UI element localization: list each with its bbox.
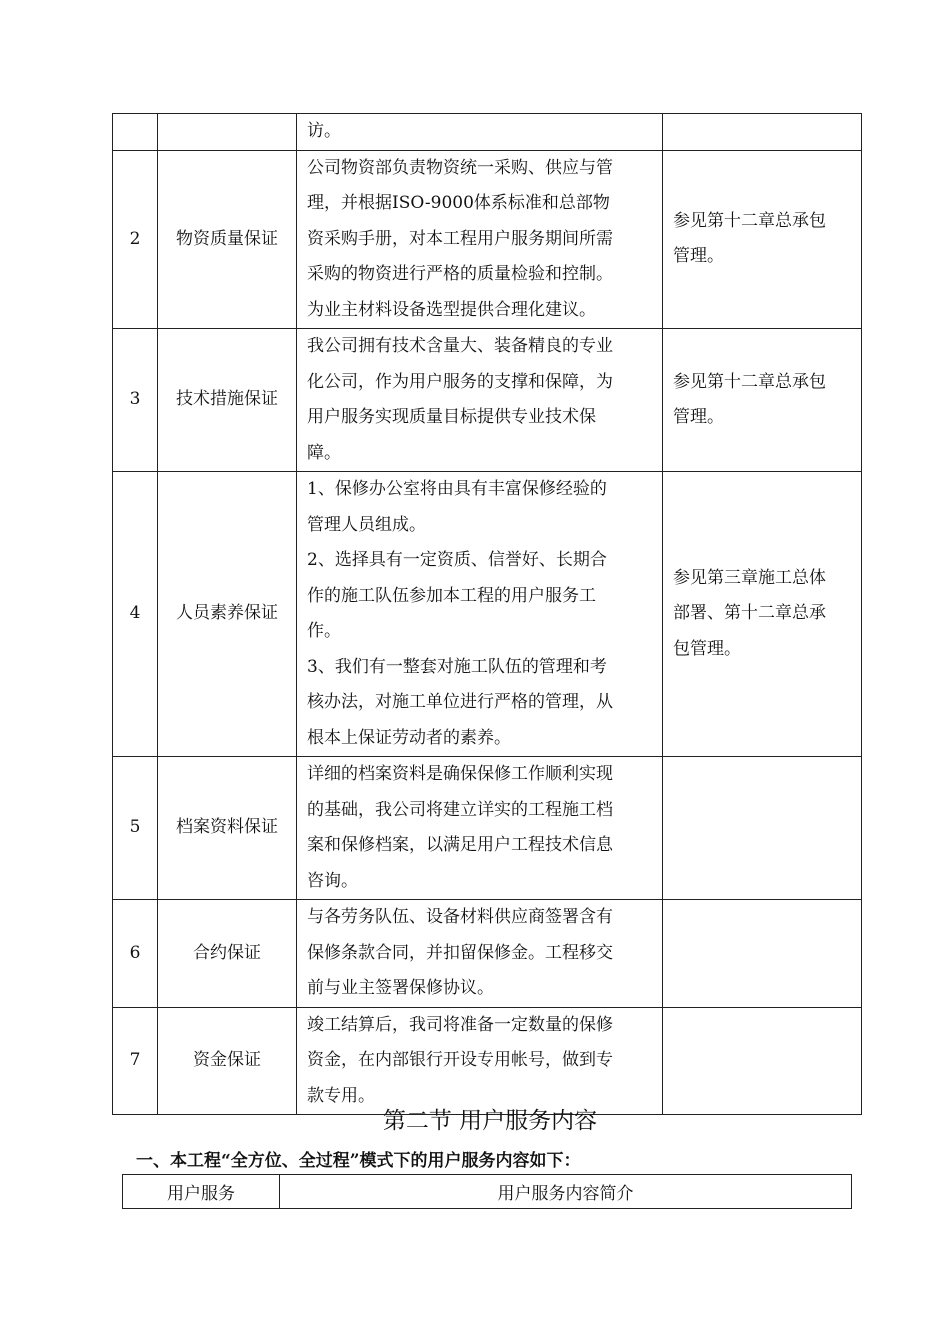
table-row — [113, 472, 862, 757]
content-line: 作。 — [307, 621, 341, 641]
content-line: 详细的档案资料是确保保修工作顺利实现 — [307, 764, 613, 784]
content-line: 作的施工队伍参加本工程的用户服务工 — [307, 585, 596, 606]
guarantee-table — [112, 113, 862, 1115]
reference-line: 部署、第十二章总承 — [673, 603, 826, 624]
header-service-summary: 用户服务内容简介 — [280, 1175, 852, 1209]
content-line: 公司物资部负责物资统一采购、供应与管 — [307, 157, 613, 178]
row-number — [113, 114, 158, 151]
service-table-header-row — [123, 1175, 852, 1209]
reference-line: 管理。 — [673, 246, 724, 267]
guarantee-content — [297, 329, 663, 472]
guarantee-item: 人员素养保证 — [158, 472, 297, 757]
content-line: 我公司拥有技术含量大、装备精良的专业 — [307, 336, 613, 356]
reference-note — [663, 757, 862, 900]
table-row — [113, 114, 862, 151]
guarantee-item: 技术措施保证 — [158, 329, 297, 472]
table-row — [113, 150, 862, 329]
reference-note — [663, 1007, 862, 1115]
reference-line: 包管理。 — [673, 638, 741, 659]
reference-note — [663, 150, 862, 329]
guarantee-content — [297, 1007, 663, 1115]
section-title: 第二节 用户服务内容 — [382, 1108, 598, 1134]
content-line: 管理人员组成。 — [307, 514, 426, 535]
content-line: 的基础，我公司将建立详实的工程施工档 — [307, 799, 613, 820]
guarantee-content — [297, 900, 663, 1008]
guarantee-content — [297, 757, 663, 900]
content-line: 根本上保证劳动者的素养。 — [307, 727, 511, 748]
content-line: 为业主材料设备选型提供合理化建议。 — [307, 299, 596, 320]
reference-note — [663, 114, 862, 151]
content-line: 与各劳务队伍、设备材料供应商签署含有 — [307, 907, 613, 927]
content-line: 资金，在内部银行开设专用帐号，做到专 — [307, 1050, 613, 1070]
row-number: 2 — [113, 150, 158, 329]
header-user-service: 用户服务 — [123, 1175, 280, 1209]
row-number: 6 — [113, 900, 158, 1008]
reference-line: 参见第十二章总承包 — [673, 210, 826, 231]
guarantee-item: 合约保证 — [158, 900, 297, 1008]
reference-note — [663, 900, 862, 1008]
content-line: 资采购手册，对本工程用户服务期间所需 — [307, 228, 613, 249]
content-line: 访。 — [307, 121, 341, 141]
guarantee-content — [297, 472, 663, 757]
content-line: 咨询。 — [307, 870, 358, 891]
content-line: 用户服务实现质量目标提供专业技术保 — [307, 407, 596, 427]
guarantee-item: 资金保证 — [158, 1007, 297, 1115]
table-row — [113, 757, 862, 900]
guarantee-item: 物资质量保证 — [158, 150, 297, 329]
reference-line: 管理。 — [673, 407, 724, 427]
content-line: 案和保修档案，以满足用户工程技术信息 — [307, 835, 613, 855]
content-line: 理，并根据ISO-9000体系标准和总部物 — [307, 193, 610, 213]
row-number: 7 — [113, 1007, 158, 1115]
reference-note — [663, 329, 862, 472]
table-row — [113, 329, 862, 472]
reference-note — [663, 472, 862, 757]
subheading: 一、本工程“全方位、全过程”模式下的用户服务内容如下： — [136, 1151, 581, 1171]
row-number: 5 — [113, 757, 158, 900]
content-line: 2、选择具有一定资质、信誉好、长期合 — [307, 550, 607, 570]
table-row — [113, 900, 862, 1008]
guarantee-content — [297, 114, 663, 151]
content-line: 前与业主签署保修协议。 — [307, 978, 494, 998]
guarantee-item — [158, 114, 297, 151]
content-line: 核办法，对施工单位进行严格的管理，从 — [307, 692, 613, 712]
content-line: 3、我们有一整套对施工队伍的管理和考 — [307, 656, 607, 677]
content-line: 采购的物资进行严格的质量检验和控制。 — [307, 264, 613, 284]
content-line: 款专用。 — [307, 1085, 375, 1106]
content-line: 竣工结算后，我司将准备一定数量的保修 — [307, 1014, 613, 1035]
content-line: 1、保修办公室将由具有丰富保修经验的 — [307, 479, 607, 499]
content-line: 保修条款合同，并扣留保修金。工程移交 — [307, 942, 613, 963]
content-line: 障。 — [307, 442, 341, 463]
guarantee-table-body — [113, 114, 862, 1115]
guarantee-content — [297, 150, 663, 329]
service-table — [122, 1174, 852, 1209]
reference-line: 参见第三章施工总体 — [673, 567, 826, 588]
reference-line: 参见第十二章总承包 — [673, 371, 826, 392]
row-number: 3 — [113, 329, 158, 472]
table-row — [113, 1007, 862, 1115]
row-number: 4 — [113, 472, 158, 757]
guarantee-item: 档案资料保证 — [158, 757, 297, 900]
content-line: 化公司，作为用户服务的支撑和保障，为 — [307, 371, 613, 392]
